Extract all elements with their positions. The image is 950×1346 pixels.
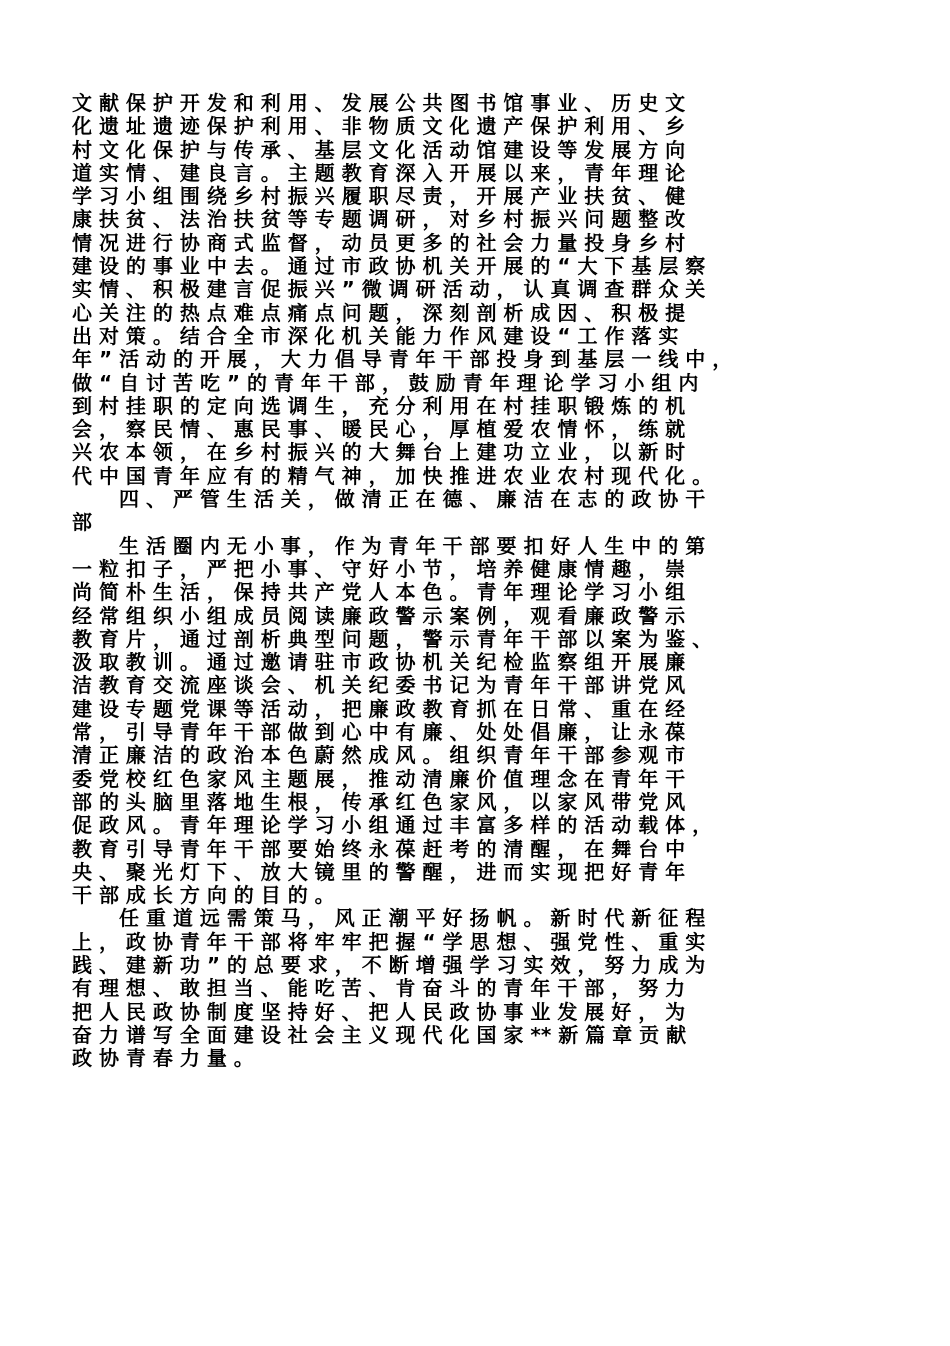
- text-line: 化 遗 址 遗 迹 保 护 利 用 、 非 物 质 文 化 遗 产 保 护 利 用 、 乡: [72, 114, 686, 139]
- text-line: 干 部 成 长 方 向 的 目 的 。: [72, 883, 335, 908]
- document-body: [72, 92, 878, 1070]
- text-line: 促 政 风 。 青 年 理 论 学 习 小 组 通 过 丰 富 多 样 的 活 动 载 体 ，: [72, 813, 713, 838]
- text-line: 奋 力 谱 写 全 面 建 设 社 会 主 义 现 代 化 国 家 ** 新 篇 章 贡 献: [72, 1022, 687, 1047]
- paragraph-rural-culture: [72, 92, 878, 488]
- text-line: 把 人 民 政 协 制 度 坚 持 好 、 把 人 民 政 协 事 业 发 展 好 ， 为: [72, 999, 686, 1024]
- heading-line: 四 、 严 管 生 活 关 ， 做 清 正 在 德 、 廉 洁 在 志 的 政 协 干: [119, 487, 706, 512]
- text-line: 汲 取 教 训 。 通 过 邀 请 驻 市 政 协 机 关 纪 检 监 察 组 开 展 廉: [72, 650, 686, 675]
- text-line: 心 关 注 的 热 点 难 点 痛 点 问 题 ， 深 刻 剖 析 成 因 、 积 极 提: [72, 300, 686, 325]
- text-line: 生 活 圈 内 无 小 事 ， 作 为 青 年 干 部 要 扣 好 人 生 中 的 第: [119, 533, 706, 558]
- text-line: 道 实 情 、 建 良 言 。 主 题 教 育 深 入 开 展 以 来 ， 青 年 理 论: [72, 160, 686, 185]
- text-line: 康 扶 贫 、 法 治 扶 贫 等 专 题 调 研 ， 对 乡 村 振 兴 问 题 整 改: [72, 207, 686, 232]
- text-line: 建 设 的 事 业 中 去 。 通 过 市 政 协 机 关 开 展 的 “ 大 下 基 层 察: [72, 254, 706, 279]
- text-line: 出 对 策 。 结 合 全 市 深 化 机 关 能 力 作 风 建 设 “ 工 作 落 实: [72, 323, 679, 348]
- text-line: 到 村 挂 职 的 定 向 选 调 生 ， 充 分 利 用 在 村 挂 职 锻 炼 的 机: [72, 393, 686, 418]
- text-line: 委 党 校 红 色 家 风 主 题 展 ， 推 动 清 廉 价 值 理 念 在 青 年 干: [72, 766, 686, 791]
- section-heading-four: [72, 488, 878, 535]
- text-line: 部 的 头 脑 里 落 地 生 根 ， 传 承 红 色 家 风 ， 以 家 风 带 党 风: [72, 789, 686, 814]
- text-line: 年 ” 活 动 的 开 展 ， 大 力 倡 导 青 年 干 部 投 身 到 基 层 一 线 中 ，: [72, 347, 733, 372]
- text-line: 上 ， 政 协 青 年 干 部 将 牢 牢 把 握 “ 学 思 想 、 强 党 性 、 重 实: [72, 929, 706, 954]
- text-line: 教 育 引 导 青 年 干 部 要 始 终 永 葆 赶 考 的 清 醒 ， 在 舞 台 中: [72, 836, 686, 861]
- text-line: 践 、 建 新 功 ” 的 总 要 求 ， 不 断 增 强 学 习 实 效 ， 努 力 成 为: [72, 952, 706, 977]
- text-line: 做 “ 自 讨 苦 吃 ” 的 青 年 干 部 ， 鼓 励 青 年 理 论 学 习 小 组 内: [72, 370, 699, 395]
- heading-line: 部: [72, 510, 92, 535]
- text-line: 有 理 想 、 敢 担 当 、 能 吃 苦 、 肯 奋 斗 的 青 年 干 部 ， 努 力: [72, 976, 686, 1001]
- text-line: 文 献 保 护 开 发 和 利 用 、 发 展 公 共 图 书 馆 事 业 、 历 史 文: [72, 91, 686, 115]
- text-line: 央 、 聚 光 灯 下 、 放 大 镜 里 的 警 醒 ， 进 而 实 现 把 好 青 年: [72, 859, 686, 884]
- text-line: 代 中 国 青 年 应 有 的 精 气 神 ， 加 快 推 进 农 业 农 村 现 代 化 。: [72, 463, 713, 488]
- paragraph-conclusion: [72, 907, 878, 1070]
- text-line: 教 育 片 ， 通 过 剖 析 典 型 问 题 ， 警 示 青 年 干 部 以 案 为 鉴 、: [72, 626, 713, 651]
- text-line: 常 ， 引 导 青 年 干 部 做 到 心 中 有 廉 、 处 处 倡 廉 ， 让 永 葆: [72, 720, 686, 745]
- text-line: 尚 简 朴 生 活 ， 保 持 共 产 党 人 本 色 。 青 年 理 论 学 习 小 组: [72, 580, 686, 605]
- text-line: 学 习 小 组 围 绕 乡 村 振 兴 履 职 尽 责 ， 开 展 产 业 扶 贫 、 健: [72, 184, 686, 209]
- text-line: 实 情 、 积 极 建 言 促 振 兴 ” 微 调 研 活 动 ， 认 真 调 查 群 众 关: [72, 277, 706, 302]
- text-line: 建 设 专 题 党 课 等 活 动 ， 把 廉 政 教 育 抓 在 日 常 、 重 在 经: [72, 696, 686, 721]
- paragraph-integrity: [72, 535, 878, 908]
- text-line: 情 况 进 行 协 商 式 监 督 ， 动 员 更 多 的 社 会 力 量 投 身 乡 村: [72, 230, 686, 255]
- text-line: 清 正 廉 洁 的 政 治 本 色 蔚 然 成 风 。 组 织 青 年 干 部 参 观 市: [72, 743, 686, 768]
- text-line: 一 粒 扣 子 ， 严 把 小 事 、 守 好 小 节 ， 培 养 健 康 情 趣 ， 崇: [72, 556, 686, 581]
- text-line: 兴 农 本 领 ， 在 乡 村 振 兴 的 大 舞 台 上 建 功 立 业 ， 以 新 时: [72, 440, 686, 465]
- text-line: 会 ， 察 民 情 、 惠 民 事 、 暖 民 心 ， 厚 植 爱 农 情 怀 ， 练 就: [72, 417, 686, 442]
- text-line: 村 文 化 保 护 与 传 承 、 基 层 文 化 活 动 馆 建 设 等 发 展 方 向: [72, 137, 686, 162]
- text-line: 政 协 青 春 力 量 。: [72, 1046, 254, 1071]
- text-line: 洁 教 育 交 流 座 谈 会 、 机 关 纪 委 书 记 为 青 年 干 部 讲 党 风: [72, 673, 686, 698]
- text-line: 任 重 道 远 需 策 马 ， 风 正 潮 平 好 扬 帆 。 新 时 代 新 征 程: [119, 906, 706, 931]
- text-line: 经 常 组 织 小 组 成 员 阅 读 廉 政 警 示 案 例 ， 观 看 廉 政 警 示: [72, 603, 686, 628]
